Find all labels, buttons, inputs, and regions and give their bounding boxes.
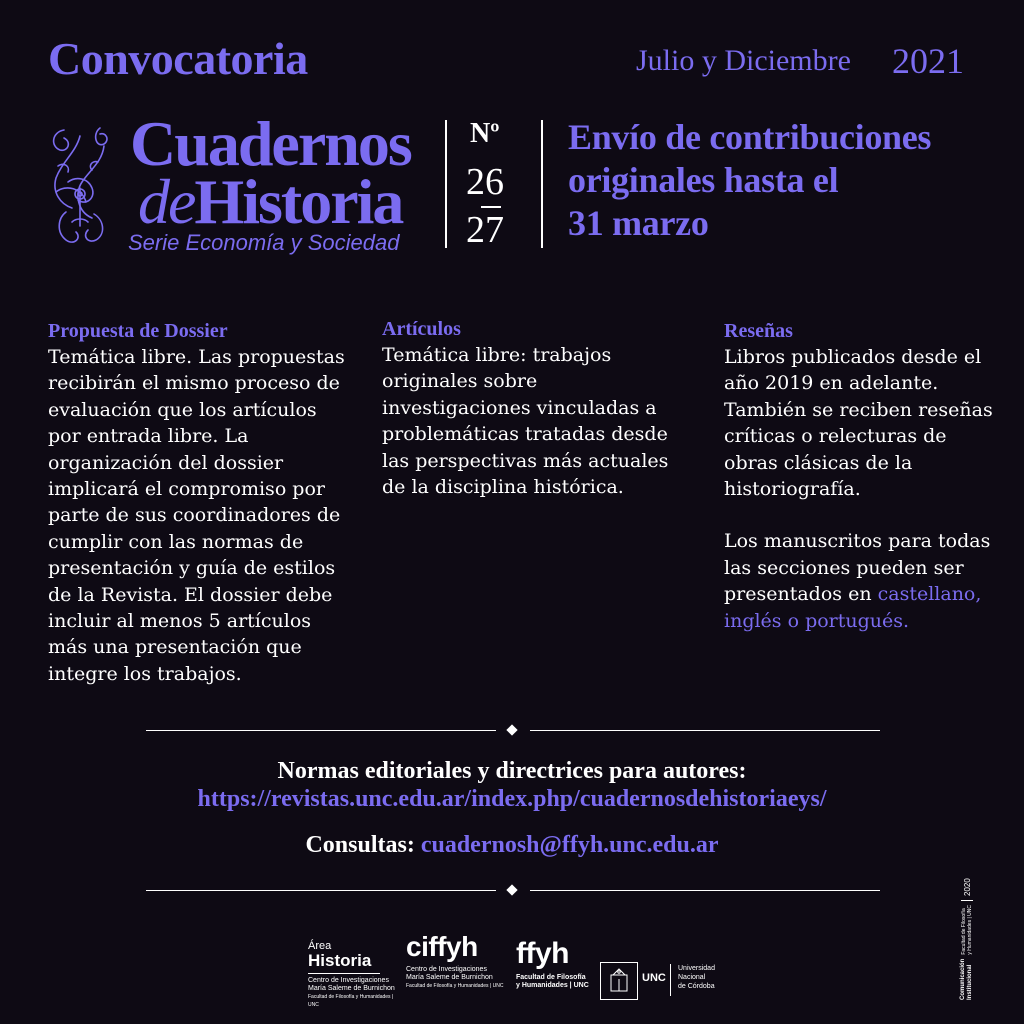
logo-area-big: Historia	[308, 951, 372, 970]
logo-area-small: Área	[308, 940, 332, 952]
consult-label: Consultas:	[305, 832, 415, 858]
page-title: Convocatoria	[48, 33, 308, 84]
column-dossier-body: Temática libre. Las propuestas recibirán el mismo proceso de evaluación que los artículos por entrada libre. La organización del dossier implicará el compromiso por parte de sus coordinadores de cumplir con las normas de presentación y guía de estilos de la Revista. El dossier debe incluir al menos 5 artículos más una presentación que integre los trabajos.	[48, 346, 345, 685]
column-dossier	[48, 318, 348, 687]
divider-vertical-right	[541, 120, 543, 248]
logo-ffyh-word: ffyh	[516, 937, 569, 970]
logo-ciffyh-line3: Facultad de Filosofía y Humanidades | UNC	[406, 983, 504, 989]
divider-line	[530, 890, 880, 891]
column-resenas-body: Libros publicados desde el año 2019 en adelante. También se reciben reseñas críticas o relecturas de obras clásicas de la historiografía.	[724, 346, 993, 501]
call-dates: Julio y Diciembre	[636, 44, 851, 77]
diamond-icon	[506, 884, 517, 895]
call-year: 2021	[892, 41, 964, 81]
logo-area-rule	[308, 973, 380, 974]
logo-ffyh	[516, 938, 596, 990]
credit-block-a	[960, 959, 974, 1000]
column-resenas	[724, 318, 1004, 634]
diamond-icon	[506, 724, 517, 735]
column-articulos-heading: Artículos	[382, 318, 461, 340]
credit-block-b	[961, 905, 973, 955]
credit-year: 2020	[962, 878, 972, 896]
logo-area-line1: Centro de Investigaciones	[308, 977, 389, 984]
consult-email-link[interactable]: cuadernosh@ffyh.unc.edu.ar	[420, 832, 719, 858]
column-dossier-heading: Propuesta de Dossier	[48, 320, 228, 342]
divider-line	[146, 890, 496, 891]
logo-area-historia	[308, 940, 398, 1009]
logo-ffyh-line2: y Humanidades | UNC	[516, 982, 589, 989]
divider-vertical-left	[445, 120, 447, 248]
credit-line1: Comunicación	[960, 958, 966, 1000]
column-articulos	[382, 316, 682, 500]
deadline-line2: originales hasta el	[568, 160, 839, 201]
deadline-line3: 31 marzo	[568, 203, 709, 244]
issue-number-2: 27	[466, 209, 504, 251]
journal-subtitle: Serie Economía y Sociedad	[128, 230, 400, 255]
unc-abbr: UNC	[642, 972, 666, 984]
credit-line4: y Humanidades | UNC	[967, 905, 973, 955]
credit-line3: Facultad de Filosofía	[961, 908, 967, 955]
column-articulos-body: Temática libre: trabajos originales sobre investigaciones vinculadas a problemáticas tratadas desde las perspectivas más actuales de la disciplina histórica.	[382, 344, 669, 499]
logo-ffyh-line1: Facultad de Filosofía	[516, 974, 586, 981]
logo-ciffyh-word: ciffyh	[406, 931, 478, 962]
deadline-block	[568, 116, 1008, 246]
logo-area-line3: Facultad de Filosofía y Humanidades | UNC	[308, 994, 394, 1008]
journal-title-line2	[138, 166, 403, 237]
column-resenas-body2	[724, 528, 1004, 634]
issue-number-1: 26	[466, 161, 504, 203]
credit-vertical	[960, 860, 1000, 1000]
logo-ciffyh-line1: Centro de Investigaciones	[406, 966, 487, 973]
column-resenas-heading: Reseñas	[724, 320, 793, 342]
journal-title-historia: Historia	[194, 166, 403, 237]
unc-line3: de Córdoba	[678, 983, 715, 990]
unc-rule	[670, 964, 671, 996]
journal-title-de: de	[138, 166, 195, 237]
journal-title-line1: Cuadernos	[130, 108, 411, 179]
divider-line	[146, 730, 496, 731]
logo-ciffyh	[406, 932, 506, 990]
divider-line	[530, 730, 880, 731]
languages-highlight: castellano, inglés o portugués.	[724, 583, 982, 632]
credit-line2: Institucional	[967, 964, 973, 1000]
unc-seal-icon	[600, 962, 638, 1000]
logo-unc	[600, 962, 720, 1002]
unc-text	[678, 964, 728, 991]
deadline-line1: Envío de contribuciones	[568, 117, 932, 157]
norms-label: Normas editoriales y directrices para autores:	[277, 758, 747, 784]
credit-rule	[961, 900, 973, 901]
languages-intro: Los manuscritos para todas las secciones pueden ser presentados en	[724, 530, 991, 606]
logo-area-line2: María Saleme de Burnichon	[308, 985, 395, 992]
norms-link[interactable]: https://revistas.unc.edu.ar/index.php/cuadernosdehistoriaeys/	[197, 786, 827, 812]
unc-line1: Universidad	[678, 965, 715, 972]
consult-line	[0, 832, 1024, 859]
logo-ciffyh-line2: María Saleme de Burnichon	[406, 974, 493, 981]
unc-line2: Nacional	[678, 974, 706, 981]
issue-label: Nº	[470, 118, 500, 149]
ornament-flourish-icon	[46, 122, 114, 252]
